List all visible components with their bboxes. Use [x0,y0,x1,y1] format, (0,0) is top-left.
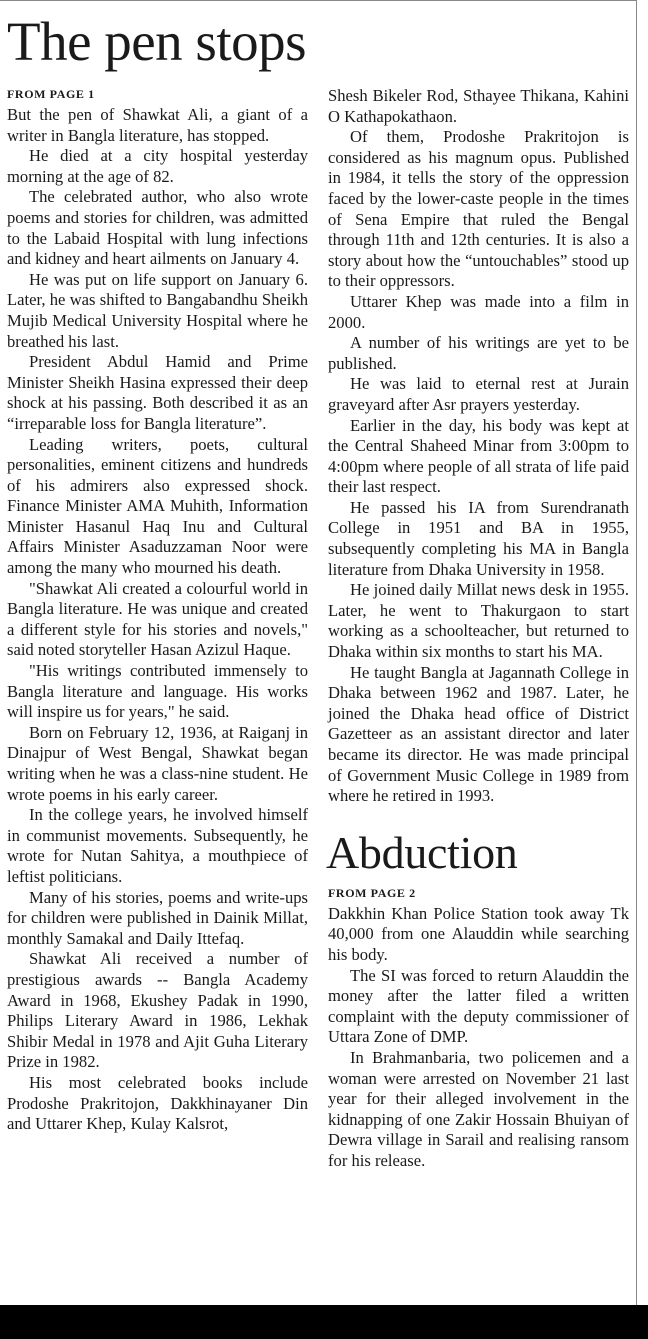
paragraph: Shesh Bikeler Rod, Sthayee Thikana, Kahini O Kathapokathaon. [328,86,629,126]
top-rule [0,0,636,1]
paragraph: Many of his stories, poems and write-ups for children were published in Dainik Millat, monthly Samakal and Daily Ittefaq. [7,887,308,948]
kicker-from-page-2: FROM PAGE 2 [328,885,416,900]
paragraph: He was laid to eternal rest at Jurain graveyard after Asr prayers yesterday. [328,374,629,414]
kicker-from-page-1: FROM PAGE 1 [7,87,95,101]
paragraph: The SI was forced to return Alauddin the money after the latter filed a written complaint with the deputy commissioner of Uttara Zone of DMP. [328,965,629,1047]
story-column-1 [7,86,308,1135]
paragraph: Uttarer Khep was made into a film in 2000. [328,291,629,332]
headline-the-pen-stops: The pen stops [7,11,307,72]
paragraph: "His writings contributed immensely to Bangla literature and language. His works will inspire us for years," he said. [7,661,308,722]
paragraph: "Shawkat Ali created a colourful world in Bangla literature. He was unique and created a different style for his stories and novels," said noted storyteller Hasan Azizul Haque. [7,578,308,660]
paragraph: A number of his writings are yet to be published. [328,333,629,373]
paragraph: Of them, Prodoshe Prakritojon is considered as his magnum opus. Published in 1984, it tells the story of the oppression faced by the lower-caste people in the times of Sena Empire that ruled the Bengal through 11th and 12th centuries. It is also a story about how the “untouchables” stood up to their oppressors. [328,127,629,291]
paragraph: He died at a city hospital yesterday morning at the age of 82. [7,146,308,186]
paragraph: Earlier in the day, his body was kept at the Central Shaheed Minar from 3:00pm to 4:00pm where people of all strata of life paid their last respect. [328,415,629,497]
story-column-2 [328,86,629,1172]
paragraph: Born on February 12, 1936, at Raiganj in Dinajpur of West Bengal, Shawkat began writing when he was a class-nine student. He wrote poems in his early career. [7,722,308,804]
paragraph: He joined daily Millat news desk in 1955. Later, he went to Thakurgaon to start working as a schoolteacher, but returned to Dhaka within six months to start his MA. [328,580,629,662]
paragraph: He passed his IA from Surendranath College in 1951 and BA in 1955, subsequently completing his MA in Bangla literature from Dhaka University in 1958. [328,497,629,579]
column-rule-right [636,0,637,1305]
bottom-black-bar [0,1305,648,1339]
paragraph: In Brahmanbaria, two policemen and a woman were arrested on November 21 last year for their alleged involvement in the kidnapping of one Zakir Hossain Bhuiyan of Dewra village in Sarail and realising ransom for his release. [328,1047,629,1170]
paragraph: The celebrated author, who also wrote poems and stories for children, was admitted to the Labaid Hospital with lung infections and kidney and heart ailments on January 4. [7,187,308,269]
paragraph: He was put on life support on January 6. Later, he was shifted to Bangabandhu Sheikh Mujib Medical University Hospital where he breathed his last. [7,269,308,351]
paragraph: In the college years, he involved himself in communist movements. Subsequently, he wrote for Nutan Sahitya, a mouthpiece of leftist politicians. [7,805,308,886]
paragraph: President Abdul Hamid and Prime Minister Sheikh Hasina expressed their deep shock at his passing. Both described it as an “irreparable loss for Bangla literature”. [7,352,308,433]
paragraph: He taught Bangla at Jagannath College in Dhaka between 1962 and 1987. Later, he joined the Dhaka head office of District Gazetteer as an assistant director and later became its director. He was made principal of Government Music College in 1989 from where he retired in 1993. [328,662,629,806]
paragraph: His most celebrated books include Prodoshe Prakritojon, Dakkhinayaner Din and Uttarer Khep, Kulay Kalsrot, [7,1072,308,1134]
paragraph: But the pen of Shawkat Ali, a giant of a writer in Bangla literature, has stopped. [7,105,308,145]
headline-abduction: Abduction [326,826,518,878]
paragraph: Leading writers, poets, cultural personalities, eminent citizens and hundreds of his admirers also expressed shock. Finance Minister AMA Muhith, Information Minister Hasanul Haq Inu and Cultural Affairs Minister Asaduzzaman Noor were among the many who mourned his death. [7,434,308,578]
paragraph: Shawkat Ali received a number of prestigious awards -- Bangla Academy Award in 1968, Ekushey Padak in 1990, Philips Literary Award in 1986, Lekhak Shibir Medal in 1978 and Ajit Guha Literary Prize in 1982. [7,949,308,1072]
paragraph: Dakkhin Khan Police Station took away Tk 40,000 from one Alauddin while searching his body. [328,903,629,964]
